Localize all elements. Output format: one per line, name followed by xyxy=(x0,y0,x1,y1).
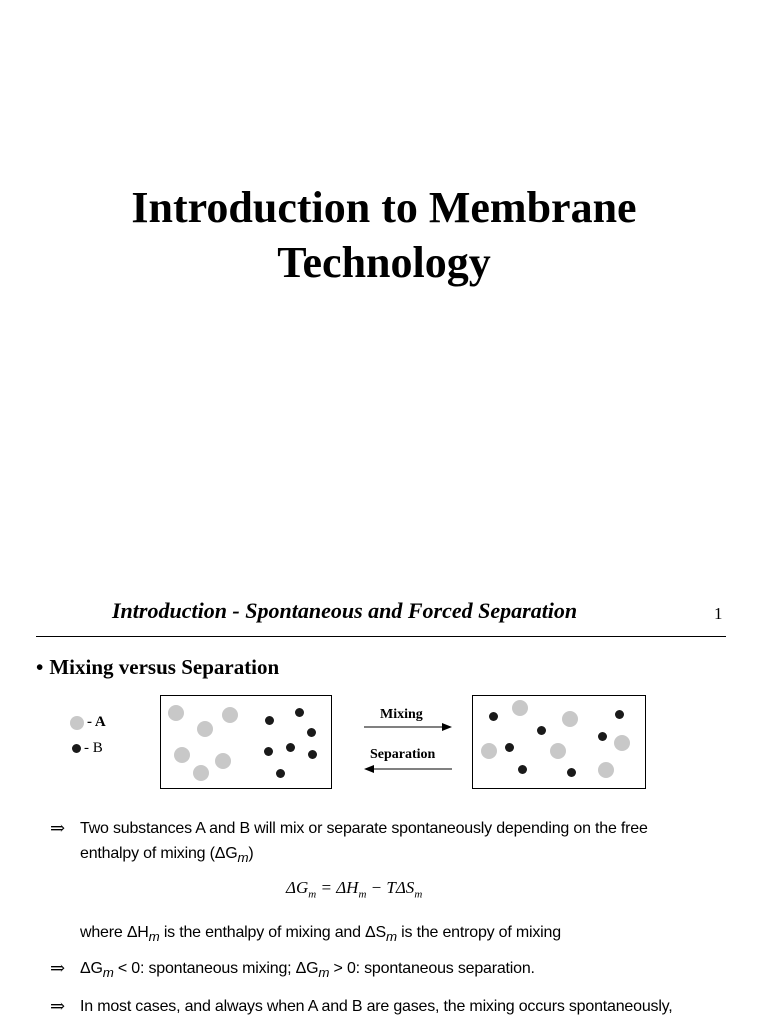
title-line-2: Technology xyxy=(277,238,491,287)
text-fragment: < 0: spontaneous mixing; ΔG xyxy=(113,960,319,977)
where-line xyxy=(80,924,561,944)
particle-b xyxy=(265,716,274,725)
mixing-label: Mixing xyxy=(380,707,423,722)
text-fragment: is the entropy of mixing xyxy=(396,924,561,941)
slide-header: Introduction - Spontaneous and Forced Separation xyxy=(112,598,578,623)
bullet-icon: • xyxy=(36,655,44,679)
particle-a xyxy=(481,743,497,759)
particle-b xyxy=(567,768,576,777)
text-fragment: > 0: spontaneous separation. xyxy=(329,960,535,977)
particle-a-icon xyxy=(70,716,84,730)
subscript: m xyxy=(386,929,397,945)
subscript: m xyxy=(414,888,423,901)
particle-a xyxy=(215,753,231,769)
separated-state-box xyxy=(160,695,332,789)
text-fragment: where ΔH xyxy=(80,924,149,941)
legend-b-label: - B xyxy=(84,740,103,756)
subscript: m xyxy=(148,929,160,945)
text-fragment: ) xyxy=(248,845,254,862)
particle-b xyxy=(276,769,285,778)
particle-a xyxy=(222,707,238,723)
separation-label: Separation xyxy=(370,747,436,762)
particle-a xyxy=(614,735,630,751)
eq-term: = ΔH xyxy=(316,878,359,897)
eq-term: − TΔS xyxy=(366,878,415,897)
paragraph-line: Two substances A and B will mix or separate spontaneously depending on the free xyxy=(80,820,648,837)
particle-a xyxy=(512,700,528,716)
particle-b xyxy=(295,708,304,717)
text-fragment: is the enthalpy of mixing and ΔS xyxy=(159,924,387,941)
page-number: 1 xyxy=(714,604,723,623)
text-fragment: ΔG xyxy=(80,960,103,977)
particle-b xyxy=(286,743,295,752)
particle-a xyxy=(168,705,184,721)
mixing-arrow-icon xyxy=(364,722,452,732)
particle-b xyxy=(489,712,498,721)
subscript: m xyxy=(237,850,249,866)
gibbs-equation xyxy=(286,878,422,900)
separation-arrow-icon xyxy=(364,764,452,774)
particle-b xyxy=(264,747,273,756)
particle-b xyxy=(518,765,527,774)
title-line-1: Introduction to Membrane xyxy=(131,183,637,232)
subscript: m xyxy=(358,888,367,901)
eq-lhs: ΔG xyxy=(286,878,309,897)
particle-a xyxy=(174,747,190,763)
bullet-heading-text: Mixing versus Separation xyxy=(49,655,280,679)
particle-b xyxy=(537,726,546,735)
title-slide-heading xyxy=(0,180,768,290)
subscript: m xyxy=(308,888,317,901)
implies-icon: ⇒ xyxy=(50,958,66,978)
delta-g-line xyxy=(80,960,535,980)
particle-a xyxy=(562,711,578,727)
subscript: m xyxy=(318,965,330,981)
particle-b-icon xyxy=(72,744,81,753)
paragraph-line: In most cases, and always when A and B are gases, the mixing occurs spontaneously, xyxy=(80,998,673,1015)
mixed-state-box xyxy=(472,695,646,789)
implies-icon: ⇒ xyxy=(50,996,66,1016)
paragraph-line xyxy=(80,845,254,865)
particle-b xyxy=(505,743,514,752)
particle-b xyxy=(307,728,316,737)
particle-b xyxy=(615,710,624,719)
particle-a xyxy=(598,762,614,778)
text-fragment: enthalpy of mixing (ΔG xyxy=(80,845,238,862)
particle-a xyxy=(193,765,209,781)
legend-a-label: - A xyxy=(87,714,106,730)
subscript: m xyxy=(102,965,114,981)
header-divider xyxy=(36,636,726,637)
particle-a xyxy=(197,721,213,737)
particle-a xyxy=(550,743,566,759)
particle-b xyxy=(598,732,607,741)
legend-item-a xyxy=(70,714,106,731)
bullet-heading xyxy=(36,655,279,680)
legend-item-b xyxy=(70,740,103,757)
implies-icon: ⇒ xyxy=(50,818,66,838)
particle-b xyxy=(308,750,317,759)
